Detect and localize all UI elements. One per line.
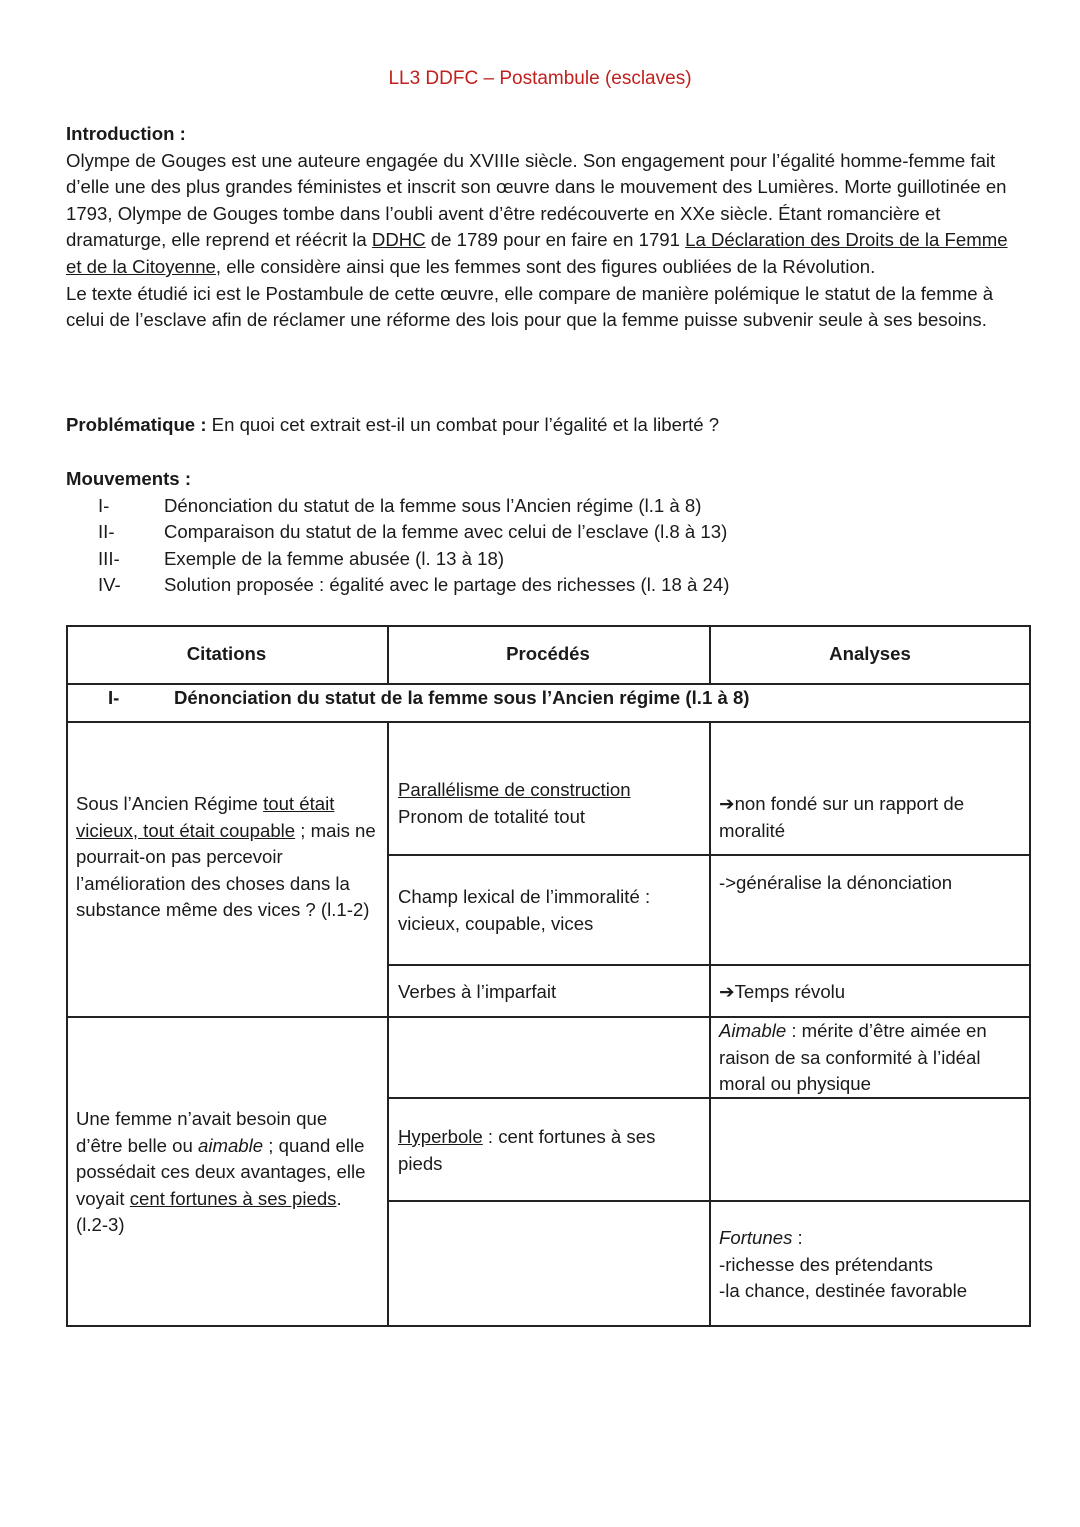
document-title: LL3 DDFC – Postambule (esclaves)	[388, 68, 692, 89]
citation-2: Une femme n’avait besoin que d’être belle ou aimable ; quand elle possédait ces deux avantages, elle voyait cent fortunes à ses pieds. (l.2-3)	[76, 1108, 366, 1235]
analyse-generalise: ->généralise la dénonciation	[719, 872, 953, 893]
analyse-temps-revolu: ➔Temps révolu	[719, 981, 846, 1002]
table-border	[709, 721, 711, 1326]
introduction-label: Introduction :	[66, 123, 186, 144]
analysis-table	[66, 625, 1031, 1326]
column-header-analyses: Analyses	[829, 643, 911, 664]
table-border	[66, 1325, 1031, 1327]
mouvements-label: Mouvements :	[66, 468, 192, 489]
analyse-moralite: ➔non fondé sur un rapport de moralité	[719, 793, 965, 841]
introduction-paragraph-1: Olympe de Gouges est une auteure engagée du XVIIIe siècle. Son engagement pour l’égalité homme-femme fait d’elle une des plus grandes féministes et inscrit son œuvre dans le mouvement des Lumières. Morte guillotinée en 1793, Olympe de Gouges tombe dans l’oubli avent d’être redécouverte en XXe siècle. Étant romancière et dramaturge, elle reprend et réécrit la DDHC de 1789 pour en faire en 1791 La Déclaration des Droits de la Femme et de la Citoyenne, elle considère ainsi que les femmes sont des figures oubliées de la Révolution.	[66, 149, 1008, 277]
column-header-citations: Citations	[186, 643, 267, 664]
problematique-text: En quoi cet extrait est-il un combat pour l’égalité et la liberté ?	[206, 414, 720, 435]
mouvement-item: III- Exemple de la femme abusée (l. 13 à 18)	[98, 547, 505, 569]
table-border	[66, 625, 68, 1326]
procede-parallelisme: Parallélisme de construction Pronom de totalité tout	[398, 779, 631, 827]
introduction-paragraph-2: Le texte étudié ici est le Postambule de cette œuvre, elle compare de manière polémique le statut de la femme à celui de l’esclave afin de réclamer une réforme des lois pour que la femme puisse subvenir seule à ses besoins.	[66, 282, 994, 331]
procede-champ-lexical: Champ lexical de l’immoralité : vicieux, coupable, vices	[398, 886, 651, 934]
mouvements-section	[66, 466, 1026, 599]
procede-imparfait: Verbes à l’imparfait	[398, 981, 557, 1002]
procede-hyperbole: Hyperbole : cent fortunes à ses pieds	[398, 1126, 656, 1174]
table-border	[1029, 625, 1031, 1326]
problematique	[66, 412, 719, 439]
introduction-section	[66, 121, 1026, 334]
analyse-fortunes: Fortunes : -richesse des prétendants -la chance, destinée favorable	[719, 1227, 968, 1301]
table-border	[387, 721, 389, 1326]
table-border	[66, 625, 1031, 627]
section-title: Dénonciation du statut de la femme sous l’Ancien régime (l.1 à 8)	[174, 687, 750, 708]
mouvement-item: I- Dénonciation du statut de la femme sous l’Ancien régime (l.1 à 8)	[98, 494, 702, 516]
work-title: La Déclaration des Droits de la Femme et de la Citoyenne	[66, 229, 1008, 277]
analyse-aimable: Aimable : mérite d’être aimée en raison de sa conformité à l’idéal moral ou physique	[719, 1020, 987, 1094]
mouvement-item: IV- Solution proposée : égalité avec le partage des richesses (l. 18 à 24)	[98, 574, 730, 596]
section-number: I-	[108, 687, 120, 708]
ddhc-term: DDHC	[371, 229, 426, 251]
citation-1: Sous l’Ancien Régime tout était vicieux, tout était coupable ; mais ne pourrait-on pas percevoir l’amélioration des choses dans la substance même des vices ? (l.1-2)	[76, 793, 376, 920]
mouvement-item: II- Comparaison du statut de la femme avec celui de l’esclave (l.8 à 13)	[98, 521, 728, 543]
column-header-procedes: Procédés	[506, 643, 590, 664]
table-border	[66, 721, 1031, 723]
problematique-label: Problématique :	[66, 414, 207, 435]
